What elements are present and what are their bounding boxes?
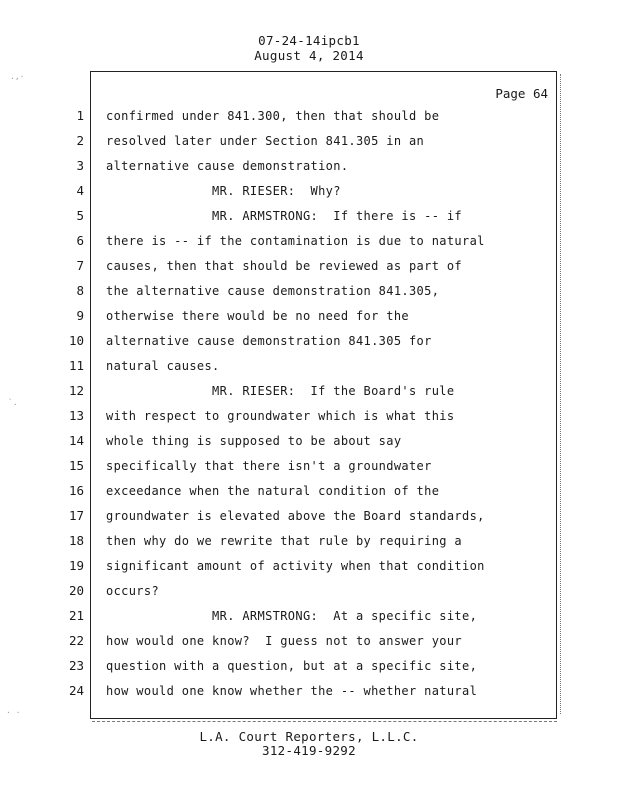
transcript-line: resolved later under Section 841.305 in an <box>106 134 425 148</box>
scan-mark: .,· <box>10 72 25 81</box>
line-number: 24 <box>68 683 84 698</box>
line-number: 21 <box>68 608 84 623</box>
line-number: 5 <box>76 208 84 223</box>
line-number: 16 <box>68 483 84 498</box>
case-id: 07-24-14ipcb1 <box>258 33 360 48</box>
page-number: Page 64 <box>495 86 548 101</box>
reporter-name: L.A. Court Reporters, L.L.C. <box>199 729 419 744</box>
line-number: 6 <box>76 233 84 248</box>
transcript-line: alternative cause demonstration. <box>106 159 349 173</box>
transcript-line: the alternative cause demonstration 841.305, <box>106 284 440 298</box>
line-number: 20 <box>68 583 84 598</box>
transcript-line: MR. RIESER: If the Board's rule <box>106 384 455 398</box>
line-number: 18 <box>68 533 84 548</box>
line-number: 12 <box>68 383 84 398</box>
line-number: 7 <box>76 258 84 273</box>
line-number: 13 <box>68 408 84 423</box>
scan-mark: . . <box>6 706 21 715</box>
line-number: 15 <box>68 458 84 473</box>
line-number: 22 <box>68 633 84 648</box>
transcript-header <box>0 33 618 63</box>
transcript-line: with respect to groundwater which is what this <box>106 409 455 423</box>
transcript-line: otherwise there would be no need for the <box>106 309 409 323</box>
line-number: 11 <box>68 358 84 373</box>
transcript-line: MR. RIESER: Why? <box>106 184 341 198</box>
transcript-line: exceedance when the natural condition of the <box>106 484 440 498</box>
transcript-date: August 4, 2014 <box>254 48 364 63</box>
transcript-line: MR. ARMSTRONG: If there is -- if <box>106 209 463 223</box>
transcript-line: groundwater is elevated above the Board standards, <box>106 509 485 523</box>
transcript-line: then why do we rewrite that rule by requiring a <box>106 534 463 548</box>
line-number: 14 <box>68 433 84 448</box>
transcript-line: how would one know whether the -- whether natural <box>106 684 478 698</box>
transcript-line: specifically that there isn't a groundwater <box>106 459 432 473</box>
line-number: 10 <box>68 333 84 348</box>
line-number: 17 <box>68 508 84 523</box>
frame-right-edge <box>560 74 561 714</box>
transcript-line: natural causes. <box>106 359 220 373</box>
line-numbers <box>60 108 84 708</box>
transcript-line: MR. ARMSTRONG: At a specific site, <box>106 609 478 623</box>
line-number: 9 <box>76 308 84 323</box>
transcript-body <box>106 108 546 708</box>
frame-bottom-edge <box>92 721 557 722</box>
transcript-line: question with a question, but at a specific site, <box>106 659 478 673</box>
scan-mark: `. <box>8 398 18 407</box>
line-number: 8 <box>76 283 84 298</box>
line-number: 1 <box>76 108 84 123</box>
transcript-line: alternative cause demonstration 841.305 for <box>106 334 432 348</box>
line-number: 2 <box>76 133 84 148</box>
transcript-footer <box>0 730 618 758</box>
transcript-line: whole thing is supposed to be about say <box>106 434 402 448</box>
transcript-line: how would one know? I guess not to answer your <box>106 634 463 648</box>
transcript-line: significant amount of activity when that condition <box>106 559 485 573</box>
line-number: 19 <box>68 558 84 573</box>
line-number: 3 <box>76 158 84 173</box>
transcript-line: confirmed under 841.300, then that should be <box>106 109 440 123</box>
reporter-phone: 312-419-9292 <box>262 743 356 758</box>
transcript-line: causes, then that should be reviewed as part of <box>106 259 463 273</box>
transcript-line: there is -- if the contamination is due to natural <box>106 234 485 248</box>
transcript-line: occurs? <box>106 584 160 598</box>
line-number: 4 <box>76 183 84 198</box>
line-number: 23 <box>68 658 84 673</box>
